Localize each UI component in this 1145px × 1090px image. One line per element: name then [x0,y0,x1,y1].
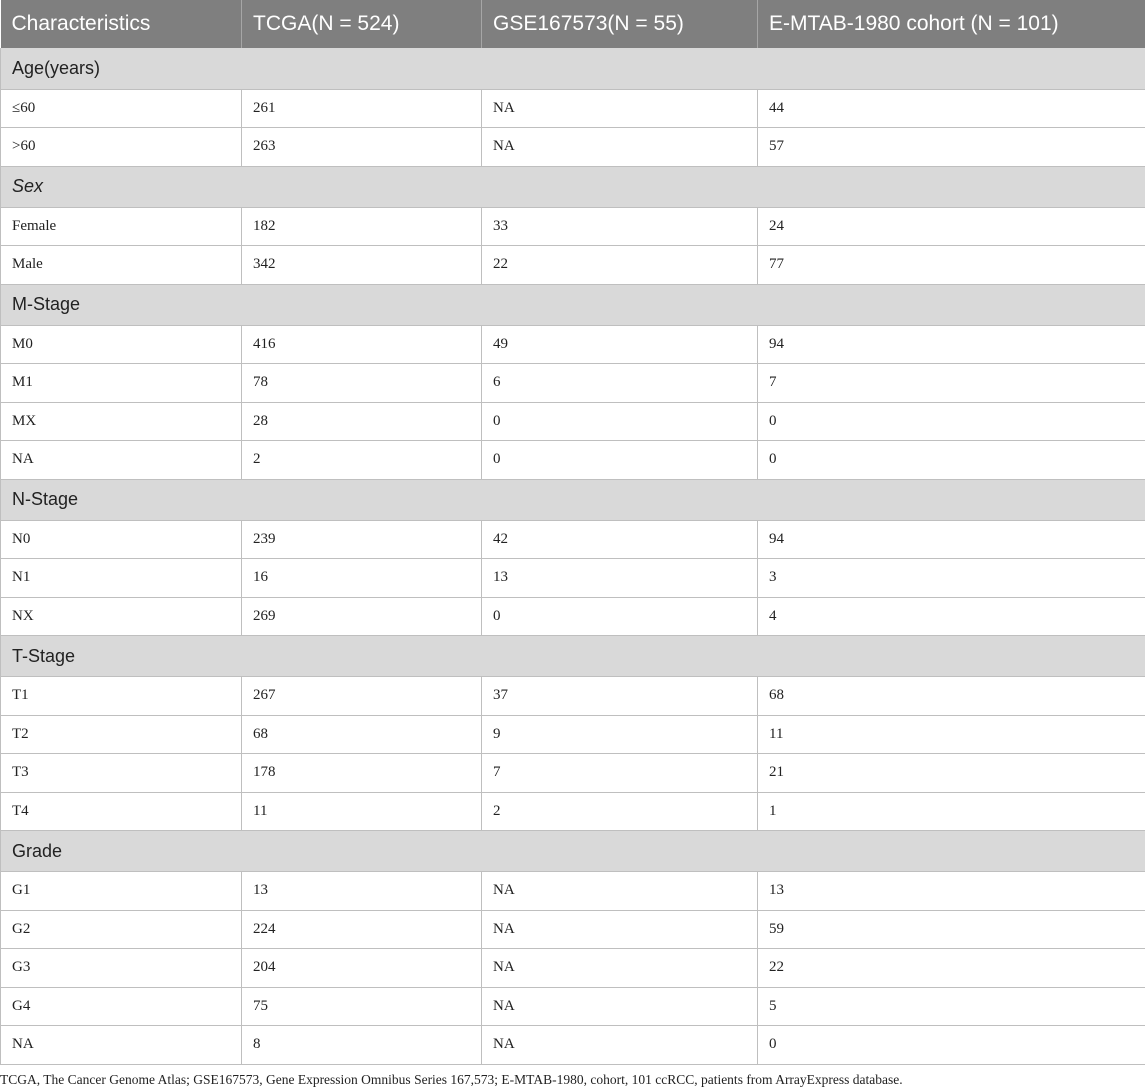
table-row [1,246,1145,285]
group-row [1,284,1145,325]
cell-emtab1980: 77 [758,246,1145,285]
cell-characteristic: T2 [1,715,242,754]
group-label: Sex [1,166,1145,207]
table-footnote: TCGA, The Cancer Genome Atlas; GSE167573, Gene Expression Omnibus Series 167,573; E-MTAB-1980, cohort, 101 ccRCC, patients from ArrayExpress database. [0,1072,903,1087]
table-row [1,559,1145,598]
cell-gse167573: NA [482,949,758,988]
group-label: Grade [1,831,1145,872]
cell-gse167573: 42 [482,520,758,559]
cell-emtab1980: 22 [758,949,1145,988]
cell-tcga: 8 [242,1026,482,1065]
table-body [1,48,1145,1064]
group-row [1,166,1145,207]
cell-gse167573: 7 [482,754,758,793]
cell-gse167573: 6 [482,364,758,403]
cell-characteristic: >60 [1,128,242,167]
table-row [1,754,1145,793]
cell-gse167573: NA [482,987,758,1026]
cell-characteristic: G4 [1,987,242,1026]
cell-gse167573: 0 [482,597,758,636]
cell-characteristic: ≤60 [1,89,242,128]
cell-tcga: 178 [242,754,482,793]
table-header [1,0,1145,48]
cell-emtab1980: 7 [758,364,1145,403]
cell-characteristic: Male [1,246,242,285]
cell-gse167573: 0 [482,441,758,480]
cell-characteristic: G3 [1,949,242,988]
table-row [1,792,1145,831]
header-tcga: TCGA(N = 524) [242,0,482,48]
cell-gse167573: NA [482,910,758,949]
cell-tcga: 224 [242,910,482,949]
cell-gse167573: 22 [482,246,758,285]
group-label: N-Stage [1,479,1145,520]
cell-emtab1980: 68 [758,677,1145,716]
cell-characteristic: N0 [1,520,242,559]
cell-tcga: 269 [242,597,482,636]
cell-gse167573: 37 [482,677,758,716]
cell-tcga: 68 [242,715,482,754]
cell-gse167573: 33 [482,207,758,246]
cell-characteristic: T4 [1,792,242,831]
table-row [1,1026,1145,1065]
cell-emtab1980: 94 [758,520,1145,559]
group-label: T-Stage [1,636,1145,677]
cell-characteristic: T3 [1,754,242,793]
header-emtab1980: E-MTAB-1980 cohort (N = 101) [758,0,1145,48]
cell-tcga: 75 [242,987,482,1026]
table-row [1,872,1145,911]
cell-tcga: 342 [242,246,482,285]
cell-emtab1980: 0 [758,441,1145,480]
header-row [1,0,1145,48]
cell-emtab1980: 21 [758,754,1145,793]
table-row [1,128,1145,167]
group-row [1,48,1145,89]
table-row [1,715,1145,754]
cell-characteristic: Female [1,207,242,246]
table-row [1,441,1145,480]
cell-tcga: 16 [242,559,482,598]
table-row [1,364,1145,403]
cell-gse167573: 49 [482,325,758,364]
table-row [1,207,1145,246]
cell-emtab1980: 13 [758,872,1145,911]
table-row [1,677,1145,716]
table-row [1,402,1145,441]
cell-tcga: 11 [242,792,482,831]
cell-tcga: 204 [242,949,482,988]
cell-tcga: 28 [242,402,482,441]
table-row [1,325,1145,364]
cell-emtab1980: 3 [758,559,1145,598]
cell-characteristic: M0 [1,325,242,364]
cell-characteristic: G2 [1,910,242,949]
cell-emtab1980: 44 [758,89,1145,128]
group-label: Age(years) [1,48,1145,89]
cell-emtab1980: 11 [758,715,1145,754]
cell-gse167573: NA [482,872,758,911]
cell-characteristic: NA [1,441,242,480]
cell-tcga: 261 [242,89,482,128]
cell-emtab1980: 57 [758,128,1145,167]
cell-gse167573: 13 [482,559,758,598]
cell-gse167573: NA [482,1026,758,1065]
cell-tcga: 416 [242,325,482,364]
cell-characteristic: M1 [1,364,242,403]
cell-emtab1980: 0 [758,402,1145,441]
group-row [1,831,1145,872]
cell-tcga: 78 [242,364,482,403]
group-row [1,636,1145,677]
table-row [1,987,1145,1026]
cell-tcga: 182 [242,207,482,246]
cell-emtab1980: 59 [758,910,1145,949]
table-row [1,597,1145,636]
cell-characteristic: G1 [1,872,242,911]
cell-tcga: 2 [242,441,482,480]
cell-characteristic: MX [1,402,242,441]
cell-gse167573: 0 [482,402,758,441]
table-row [1,910,1145,949]
cell-characteristic: T1 [1,677,242,716]
cell-characteristic: NX [1,597,242,636]
cell-gse167573: NA [482,128,758,167]
table-row [1,520,1145,559]
cell-tcga: 239 [242,520,482,559]
cell-tcga: 13 [242,872,482,911]
cell-gse167573: NA [482,89,758,128]
table-row [1,949,1145,988]
cell-gse167573: 9 [482,715,758,754]
cell-gse167573: 2 [482,792,758,831]
cell-emtab1980: 94 [758,325,1145,364]
cell-tcga: 263 [242,128,482,167]
header-characteristics: Characteristics [1,0,242,48]
cell-emtab1980: 4 [758,597,1145,636]
cell-emtab1980: 0 [758,1026,1145,1065]
cell-characteristic: N1 [1,559,242,598]
cell-emtab1980: 24 [758,207,1145,246]
table-row [1,89,1145,128]
cell-characteristic: NA [1,1026,242,1065]
group-label: M-Stage [1,284,1145,325]
cell-emtab1980: 1 [758,792,1145,831]
group-row [1,479,1145,520]
cell-emtab1980: 5 [758,987,1145,1026]
cell-tcga: 267 [242,677,482,716]
header-gse167573: GSE167573(N = 55) [482,0,758,48]
